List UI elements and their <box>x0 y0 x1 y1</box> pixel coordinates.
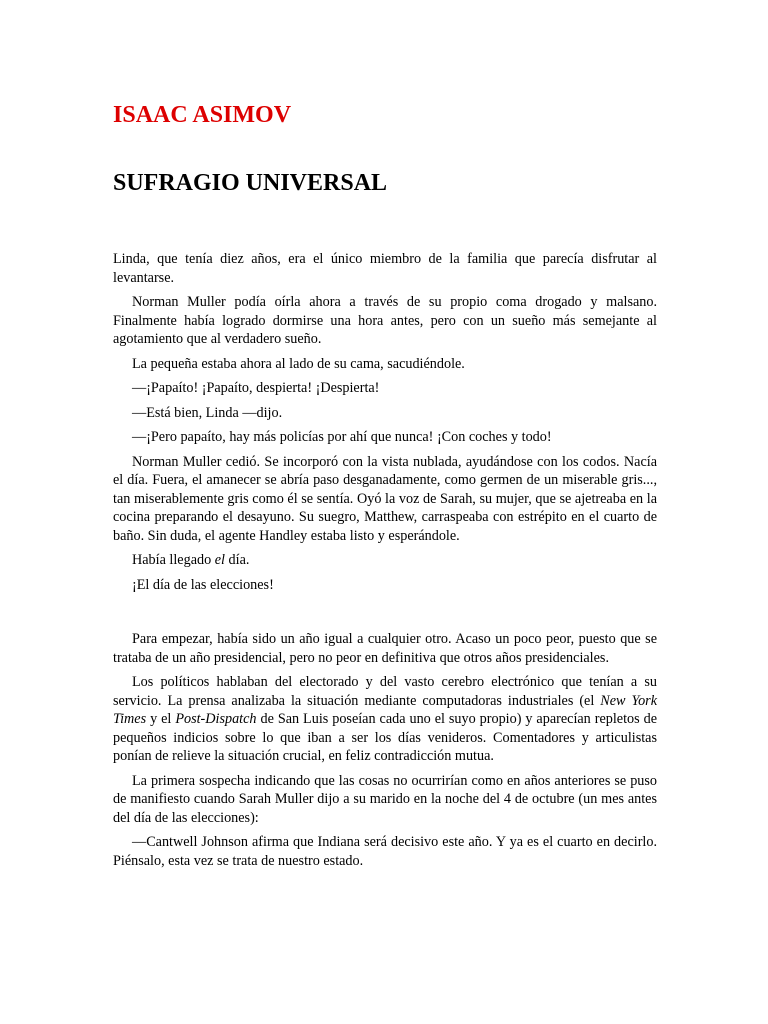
document-page <box>113 0 657 1024</box>
text-span: de San Luis poseían cada uno el suyo propio) y aparecían repletos de pequeños indicios sobre lo que iban a ser los días venideros. Comentadores y articulistas ponían de relieve la situación crucial, en feliz contradicción mutua. <box>113 711 657 764</box>
story-title: SUFRAGIO UNIVERSAL <box>113 170 388 196</box>
paragraph: La primera sospecha indicando que las cosas no ocurrirían como en años anteriores se puso de manifiesto cuando Sarah Muller dijo a su marido en la noche del 4 de octubre (un mes antes del día de las elecciones): <box>113 772 657 826</box>
section-one <box>113 250 657 600</box>
text-span: Los políticos hablaban del electorado y del vasto cerebro electrónico que tenían a su servicio. La prensa analizaba la situación mediante computadoras industriales (el <box>113 674 657 709</box>
author-name: ISAAC ASIMOV <box>113 102 292 128</box>
emphasis: el <box>214 552 225 568</box>
newspaper-title: New York Times <box>113 692 657 727</box>
paragraph: ¡El día de las elecciones! <box>132 576 274 593</box>
paragraph: Para empezar, había sido un año igual a cualquier otro. Acaso un poco peor, puesto que se trataba de un año presidencial, pero no peor en definitiva que otros años presidenciales. <box>113 631 657 666</box>
dialogue-line: —Está bien, Linda —dijo. <box>132 404 283 421</box>
dialogue-line: —¡Papaíto! ¡Papaíto, despierta! ¡Despierta! <box>132 380 380 396</box>
dialogue-line: —¡Pero papaíto, hay más policías por ahí que nunca! ¡Con coches y todo! <box>132 429 552 445</box>
paragraph: Norman Muller podía oírla ahora a través de su propio coma drogado y malsano. Finalmente había logrado dormirse una hora antes, pero con un sueño más semejante al agotamiento que al verdadero sueño. <box>113 294 657 347</box>
dialogue-line: —Cantwell Johnson afirma que Indiana será decisivo este año. Y ya es el cuarto en decirlo. Piénsalo, esta vez se trata de nuestro estado. <box>113 834 657 869</box>
paragraph: Linda, que tenía diez años, era el único miembro de la familia que parecía disfrutar al levantarse. <box>113 251 657 286</box>
section-two <box>113 630 657 876</box>
paragraph: Norman Muller cedió. Se incorporó con la vista nublada, ayudándose con los codos. Nacía el día. Fuera, el amanecer se abría paso desganadamente, como germen de un miserable gris..., tan miserablemente gris como él se sentía. Oyó la voz de Sarah, su mujer, que se ajetreaba en la cocina preparando el desayuno. Su suegro, Matthew, carraspeaba con estrépito en el cuarto de baño. Sin duda, el agente Handley estaba listo y esperándole. <box>113 453 657 544</box>
text-span: día. <box>224 552 250 568</box>
text-span: Había llegado <box>132 552 215 568</box>
paragraph <box>113 673 657 766</box>
paragraph <box>113 551 657 570</box>
newspaper-title: Post-Dispatch <box>175 711 257 727</box>
paragraph: La pequeña estaba ahora al lado de su cama, sacudiéndole. <box>132 355 465 372</box>
text-span: y el <box>146 711 176 727</box>
